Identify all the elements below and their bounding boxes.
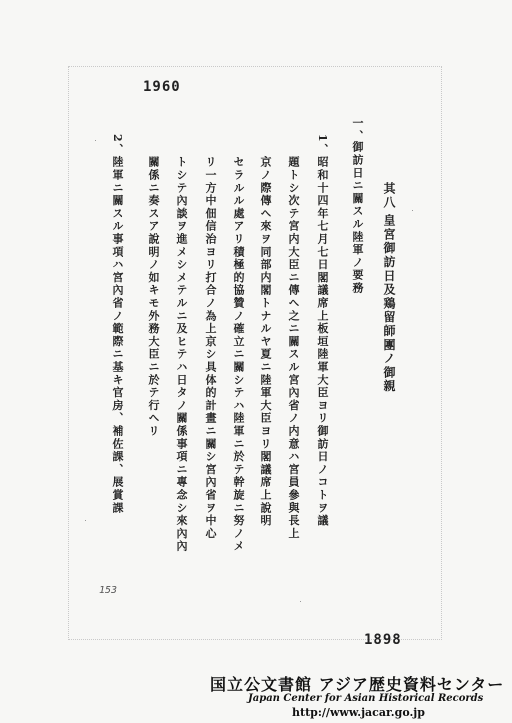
scan-speck [300, 601, 301, 602]
body-line: 昭和十四年七月七日閣議席上板垣陸軍大臣ヨリ御訪日ノコトヲ議 [316, 156, 329, 528]
section-heading: 御訪日ニ關スル陸軍ノ要務 [351, 141, 364, 295]
body-line: 題トシ次テ宮内大臣ニ傳ヘ之ニ關スル宮內省ノ内意ハ宮員參與長上 [287, 156, 300, 540]
archive-url[interactable]: http://www.jacar.go.jp [292, 706, 425, 719]
body-line: リ一方中佃信治ヨリ打合ノ為上京シ具体的計畫ニ關シ宮內省ヲ中心 [204, 156, 217, 540]
body-line: トシテ內談ヲ進メシメテルニ及ヒテハ日タノ關係事項ニ專念シ來內內 [175, 156, 188, 553]
page-number-top: 1960 [143, 79, 181, 95]
document-title: 皇宮御訪日及鶏留師團ノ御親 [382, 214, 396, 394]
item-label: 其八 [382, 182, 396, 210]
body-line: 關係ニ奏スア說明ノ如キモ外務大臣ニ於テ行ヘリ [147, 156, 160, 438]
body-line: 陸軍ニ關スル事項ハ宮內省ノ範際ニ基キ官房、補佐課、展賞課 [111, 156, 124, 515]
page-number-bottom: 1898 [364, 632, 402, 648]
sub-marker-2: 2、 [111, 134, 124, 157]
archive-name-ja: 国立公文書館 アジア歴史資料センター [210, 675, 505, 694]
scan-speck [95, 140, 96, 141]
scan-speck [85, 520, 86, 521]
archive-name-en: Japan Center for Asian Historical Records [248, 693, 484, 704]
margin-note: 153 [99, 585, 118, 596]
sub-marker-1: 1、 [316, 134, 329, 157]
body-line: セラルル處アリ積極的協贊ノ確立ニ關シテハ陸軍ニ於テ幹旋ニ努ノメ [232, 156, 245, 553]
section-marker: 一、 [351, 117, 364, 143]
scan-speck [412, 210, 413, 211]
body-line: 京ノ際傳ヘ來ヲ同部内閣トナルヤ夏ニ陸軍大臣ヨリ閣議席上說明 [259, 156, 272, 528]
